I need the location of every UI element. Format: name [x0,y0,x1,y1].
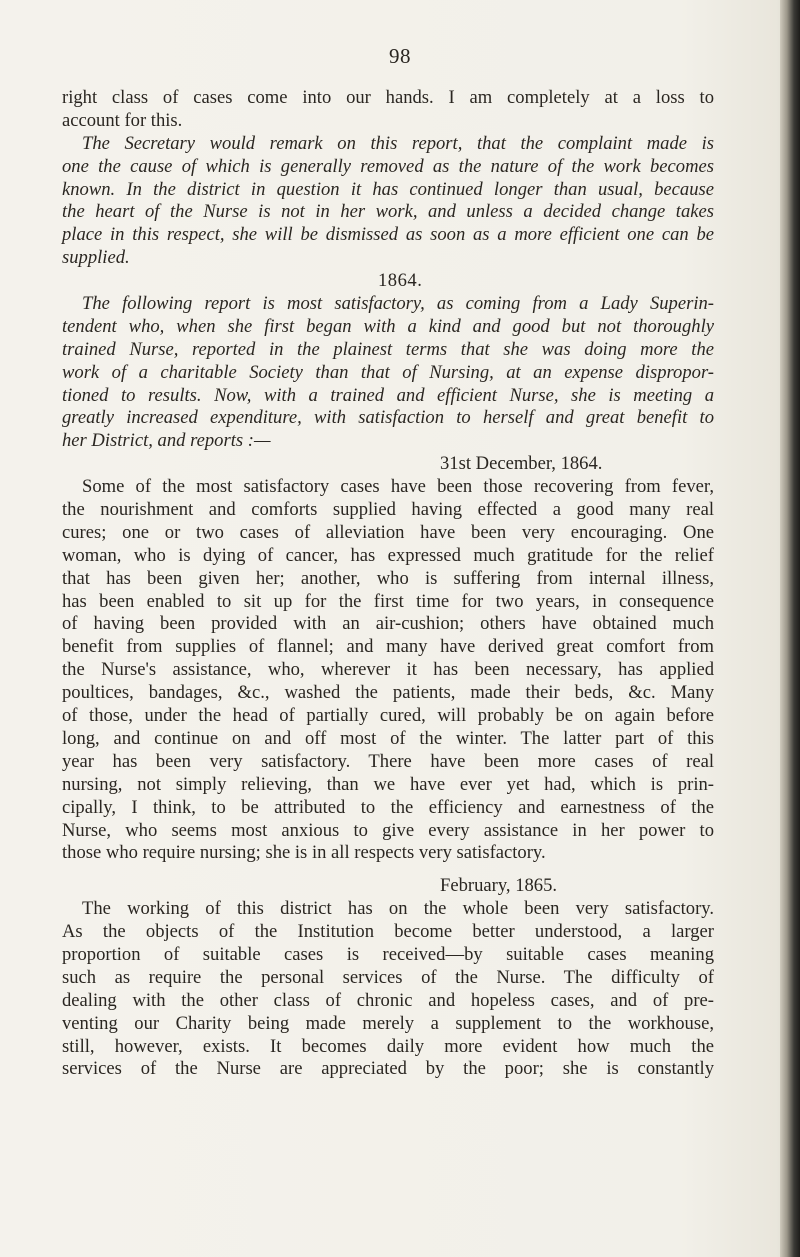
text-line: Nurse, who seems most anxious to give every assistance in her power to [62,819,714,841]
text-line: place in this respect, she will be dismissed as soon as a more efficient one can be [62,224,714,246]
text-line: trained Nurse, reported in the plainest terms that she was doing more the [62,338,714,360]
text-line: work of a charitable Society than that of Nursing, at an expense dispropor- [62,361,714,383]
text-line: right class of cases come into our hands. I am completely at a loss to [62,87,714,108]
paragraph-continuation [62,87,714,133]
text-line: As the objects of the Institution become better understood, a larger [62,921,714,943]
text-line: Some of the most satisfactory cases have been those recovering from fever, [82,476,714,498]
text-line: dealing with the other class of chronic and hopeless cases, and of pre- [62,989,714,1011]
text-line: the heart of the Nurse is not in her work, and unless a decided change takes [62,201,714,223]
text-line: year has been very satisfactory. There have been more cases of real [62,750,714,772]
text-line: those who require nursing; she is in all respects very satisfactory. [62,842,546,864]
text-line: supplied. [62,247,130,269]
report-paragraph [62,476,714,865]
report-intro-paragraph [62,293,714,453]
text-line: The working of this district has on the whole been very satisfactory. [82,898,714,920]
text-line: services of the Nurse are appreciated by the poor; she is constantly [62,1058,714,1080]
text-line: tendent who, when she first began with a kind and good but not thoroughly [62,315,714,337]
text-line: proportion of suitable cases is received—by suitable cases meaning [62,943,714,965]
year-heading: 1864. [378,270,423,292]
text-line: The following report is most satisfactory, as coming from a Lady Superin- [82,293,714,315]
text-line: her District, and reports :— [62,430,271,452]
text-line: of having been provided with an air-cushion; others have obtained much [62,613,714,635]
text-line: of those, under the head of partially cured, will probably be on again before [62,705,714,727]
text-line: that has been given her; another, who is suffering from internal illness, [62,567,714,589]
text-line: known. In the district in question it has continued longer than usual, because [62,178,714,200]
text-line: nursing, not simply relieving, than we have ever yet had, which is prin- [62,773,714,795]
text-line: still, however, exists. It becomes daily more evident how much the [62,1035,714,1057]
text-line: account for this. [62,109,183,131]
text-line: venting our Charity being made merely a supplement to the workhouse, [62,1012,714,1034]
text-line: one the cause of which is generally removed as the nature of the work becomes [62,155,714,177]
text-line: such as require the personal services of the Nurse. The difficulty of [62,966,714,988]
text-line: The Secretary would remark on this report, that the complaint made is [82,132,714,154]
report-date: 31st December, 1864. [440,453,603,475]
page-body [62,87,714,1081]
text-line: the Nurse's assistance, who, wherever it has been necessary, has applied [62,659,714,681]
text-line: poultices, bandages, &c., washed the patients, made their beds, &c. Many [62,682,714,704]
text-line: the nourishment and comforts supplied having effected a good many real [62,499,714,521]
report-paragraph [62,898,714,1081]
text-line: has been enabled to sit up for the first time for two years, in consequence [62,590,714,612]
text-line: long, and continue on and off most of the winter. The latter part of this [62,727,714,749]
book-spine-edge [780,0,800,1257]
text-line: greatly increased expenditure, with satisfaction to herself and great benefit to [62,407,714,429]
text-line: cipally, I think, to be attributed to the efficiency and earnestness of the [62,796,714,818]
text-line: woman, who is dying of cancer, has expressed much gratitude for the relief [62,544,714,566]
report-date: February, 1865. [440,875,558,897]
text-line: benefit from supplies of flannel; and many have derived great comfort from [62,636,714,658]
text-line: cures; one or two cases of alleviation have been very encouraging. One [62,521,714,543]
secretary-remark-paragraph [62,133,714,270]
text-line: tioned to results. Now, with a trained and efficient Nurse, she is meeting a [62,384,714,406]
page-number: 98 [389,44,411,68]
spacer [62,865,714,875]
